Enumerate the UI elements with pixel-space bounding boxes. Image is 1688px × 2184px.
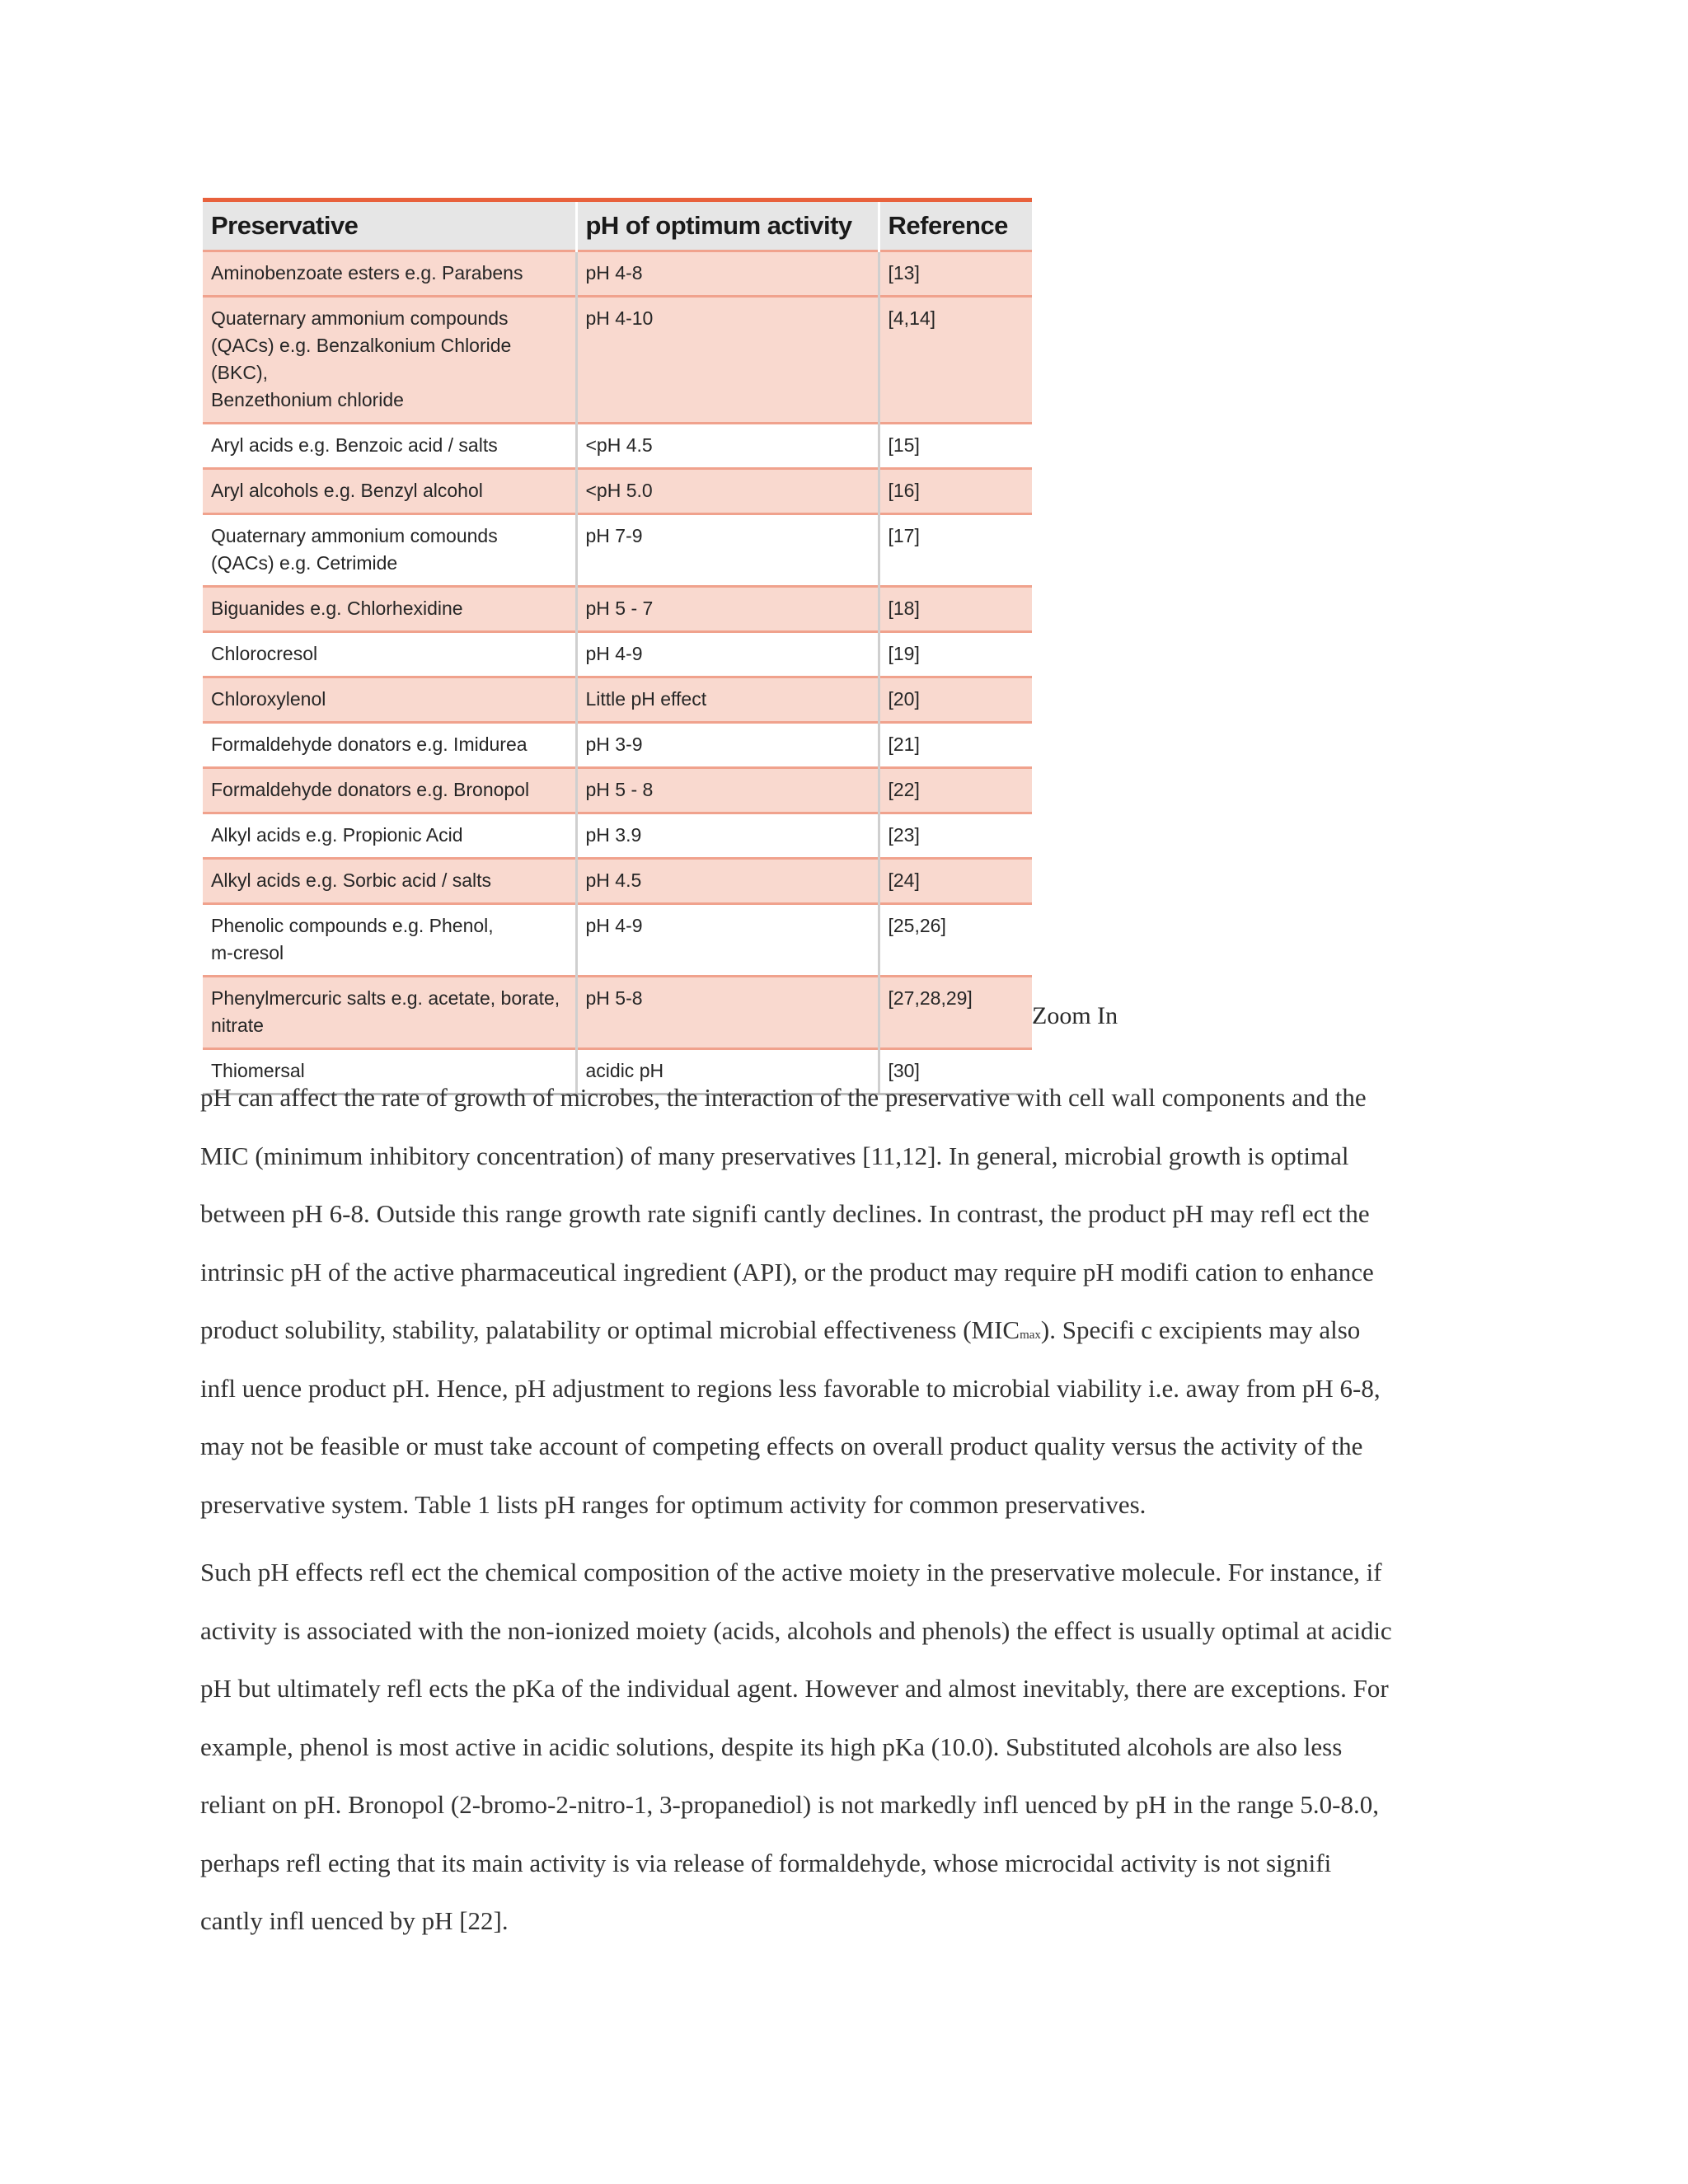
- cell-preservative: Aminobenzoate esters e.g. Parabens: [203, 251, 576, 297]
- cell-reference: [21]: [879, 723, 1032, 768]
- text-line: pH but ultimately refl ects the pKa of the individual agent. However and almost inevitably, there are exceptions. For: [200, 1674, 1389, 1703]
- cell-reference: [22]: [879, 768, 1032, 813]
- text-line: reliant on pH. Bronopol (2-bromo-2-nitro-1, 3-propanediol) is not markedly infl uenced by pH in the range 5.0-8.0,: [200, 1790, 1379, 1819]
- table-row: [203, 904, 1032, 977]
- cell-preservative: Biguanides e.g. Chlorhexidine: [203, 587, 576, 632]
- text-line: may not be feasible or must take account of competing effects on overall product quality versus the activity of the: [200, 1432, 1363, 1460]
- cell-preservative: Alkyl acids e.g. Propionic Acid: [203, 813, 576, 859]
- text-line: preservative system. Table 1 lists pH ranges for optimum activity for common preservatives.: [200, 1489, 1146, 1519]
- header-reference: Reference: [879, 200, 1032, 251]
- cell-reference: [20]: [879, 677, 1032, 723]
- cell-reference: [16]: [879, 469, 1032, 514]
- zoom-in-link[interactable]: Zoom In: [1032, 1002, 1118, 1029]
- cell-preservative: Aryl acids e.g. Benzoic acid / salts: [203, 424, 576, 469]
- table-row: [203, 469, 1032, 514]
- cell-reference: [13]: [879, 251, 1032, 297]
- body-paragraph-1: [200, 1069, 1503, 1534]
- cell-ph: acidic pH: [576, 1049, 879, 1094]
- cell-ph: pH 4-10: [576, 297, 879, 424]
- cell-ph: pH 3-9: [576, 723, 879, 768]
- table-row: [203, 768, 1032, 813]
- cell-preservative: Aryl alcohols e.g. Benzyl alcohol: [203, 469, 576, 514]
- table-row: [203, 859, 1032, 904]
- table-row: [203, 977, 1032, 1049]
- cell-ph: <pH 4.5: [576, 424, 879, 469]
- cell-preservative: Alkyl acids e.g. Sorbic acid / salts: [203, 859, 576, 904]
- cell-reference: [15]: [879, 424, 1032, 469]
- cell-preservative: Chlorocresol: [203, 632, 576, 677]
- table-row: [203, 723, 1032, 768]
- body-paragraph-2: [200, 1544, 1503, 1951]
- text-line: between pH 6-8. Outside this range growth rate signifi cantly declines. In contrast, the product pH may refl ect the: [200, 1199, 1370, 1228]
- cell-preservative: Chloroxylenol: [203, 677, 576, 723]
- table-row: [203, 251, 1032, 297]
- table-row: [203, 677, 1032, 723]
- cell-ph: Little pH effect: [576, 677, 879, 723]
- text-line: infl uence product pH. Hence, pH adjustment to regions less favorable to microbial viability i.e. away from pH 6-8,: [200, 1373, 1381, 1403]
- table-row: [203, 587, 1032, 632]
- cell-ph: pH 5-8: [576, 977, 879, 1049]
- text-line: product solubility, stability, palatability or optimal microbial effectiveness (MICmax). Specifi c excipients may also: [200, 1315, 1361, 1344]
- text-line: Such pH effects refl ect the chemical composition of the active moiety in the preservative molecule. For instance, if: [200, 1558, 1382, 1586]
- table-row: [203, 297, 1032, 424]
- cell-reference: [24]: [879, 859, 1032, 904]
- header-ph-optimum: pH of optimum activity: [576, 200, 879, 251]
- cell-reference: [17]: [879, 514, 1032, 587]
- preservative-table: [203, 198, 1032, 1095]
- cell-ph: <pH 5.0: [576, 469, 879, 514]
- text-line: pH can affect the rate of growth of microbes, the interaction of the preservative with cell wall components and the: [200, 1083, 1367, 1112]
- cell-ph: pH 7-9: [576, 514, 879, 587]
- cell-preservative: Thiomersal: [203, 1049, 576, 1094]
- table-row: [203, 632, 1032, 677]
- cell-ph: pH 4-8: [576, 251, 879, 297]
- cell-reference: [25,26]: [879, 904, 1032, 977]
- text-line: MIC (minimum inhibitory concentration) of many preservatives [11,12]. In general, microbial growth is optimal: [200, 1141, 1349, 1170]
- text-line: intrinsic pH of the active pharmaceutical ingredient (API), or the product may require pH modifi cation to enhance: [200, 1257, 1374, 1286]
- table-row: [203, 424, 1032, 469]
- cell-ph: pH 4-9: [576, 632, 879, 677]
- cell-reference: [27,28,29]: [879, 977, 1032, 1049]
- preservative-table-image: [203, 198, 1032, 1095]
- cell-preservative: Phenylmercuric salts e.g. acetate, borate, nitrate: [203, 977, 576, 1049]
- cell-reference: [19]: [879, 632, 1032, 677]
- table-row: [203, 813, 1032, 859]
- cell-preservative: Formaldehyde donators e.g. Bronopol: [203, 768, 576, 813]
- cell-preservative: Quaternary ammonium comounds (QACs) e.g. Cetrimide: [203, 514, 576, 587]
- cell-ph: pH 3.9: [576, 813, 879, 859]
- text-line: cantly infl uenced by pH [22].: [200, 1906, 509, 1935]
- text-line: activity is associated with the non-ionized moiety (acids, alcohols and phenols) the effect is usually optimal at acidic: [200, 1615, 1392, 1645]
- cell-ph: pH 5 - 7: [576, 587, 879, 632]
- table-row: [203, 514, 1032, 587]
- cell-ph: pH 4.5: [576, 859, 879, 904]
- cell-reference: [23]: [879, 813, 1032, 859]
- cell-reference: [18]: [879, 587, 1032, 632]
- text-line: example, phenol is most active in acidic solutions, despite its high pKa (10.0). Substituted alcohols are also less: [200, 1732, 1343, 1761]
- cell-preservative: Phenolic compounds e.g. Phenol, m-cresol: [203, 904, 576, 977]
- mic-max-subscript: max: [1020, 1329, 1041, 1342]
- table-header-row: [203, 200, 1032, 251]
- header-preservative: Preservative: [203, 200, 576, 251]
- cell-ph: pH 5 - 8: [576, 768, 879, 813]
- cell-ph: pH 4-9: [576, 904, 879, 977]
- cell-reference: [30]: [879, 1049, 1032, 1094]
- cell-preservative: Quaternary ammonium compounds (QACs) e.g. Benzalkonium Chloride (BKC), Benzethonium chloride: [203, 297, 576, 424]
- cell-reference: [4,14]: [879, 297, 1032, 424]
- cell-preservative: Formaldehyde donators e.g. Imidurea: [203, 723, 576, 768]
- text-line: perhaps refl ecting that its main activity is via release of formaldehyde, whose microcidal activity is not signifi: [200, 1848, 1332, 1877]
